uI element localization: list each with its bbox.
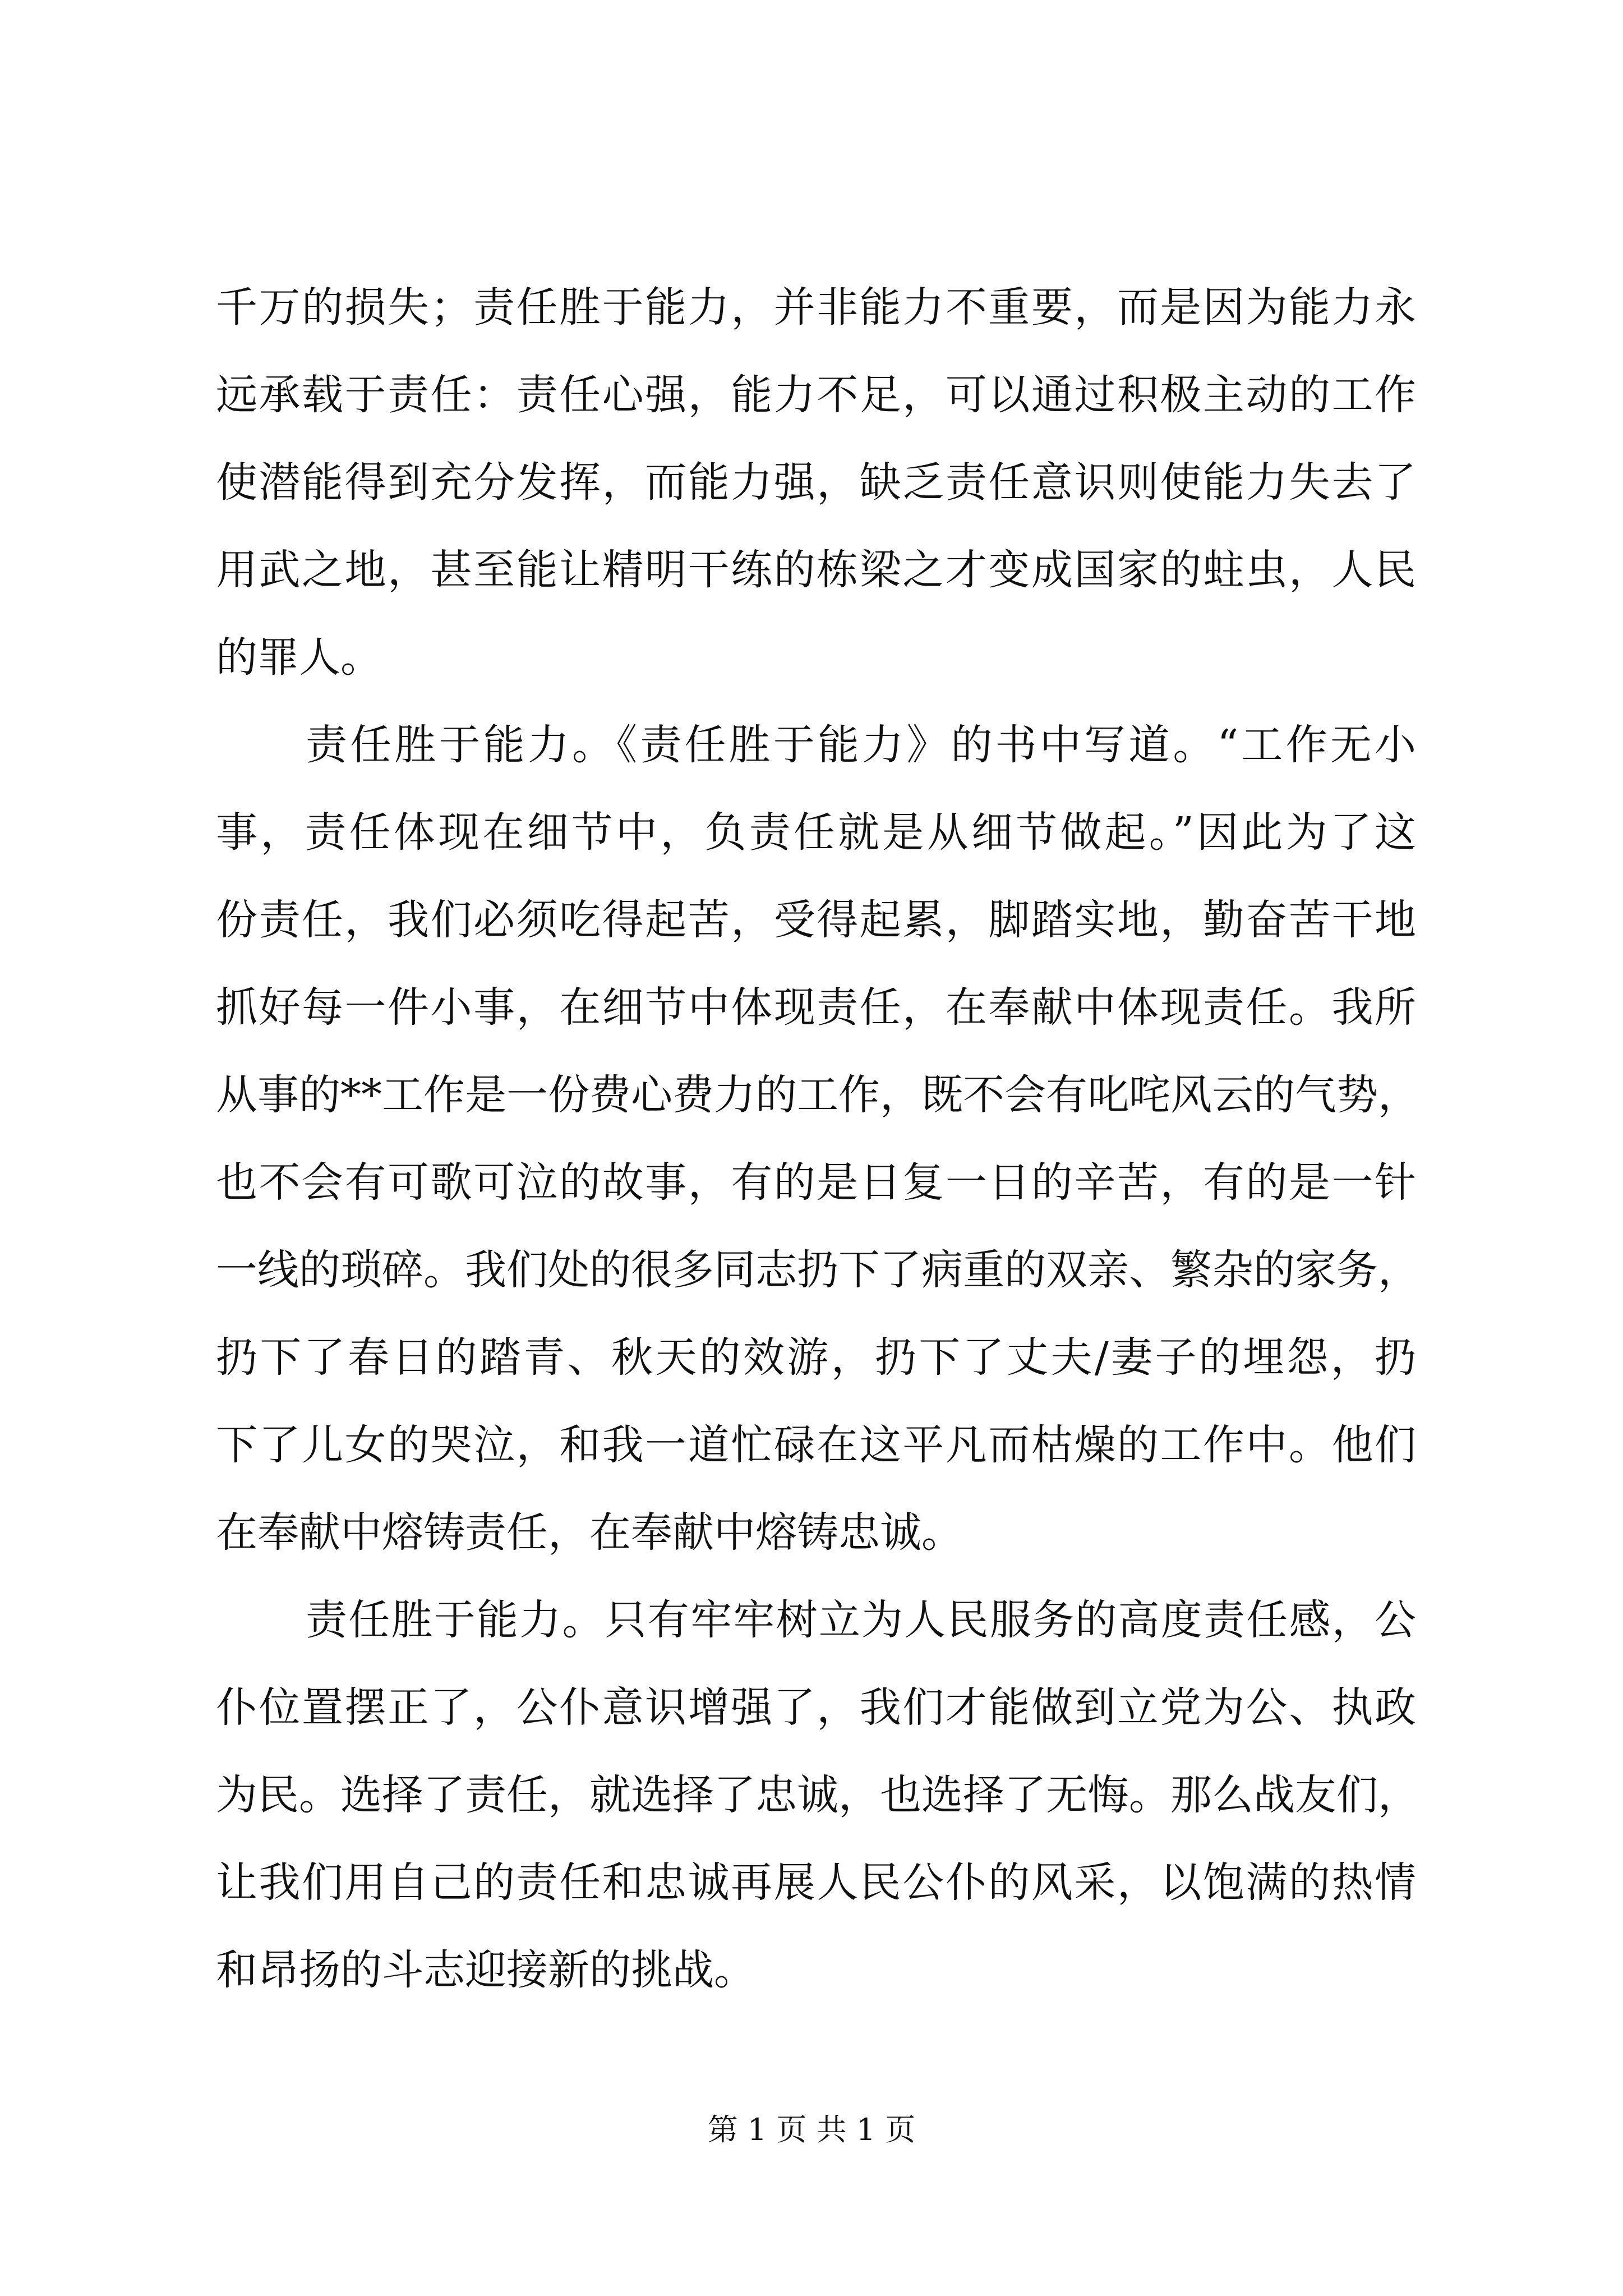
paragraph-last-line: 的罪人。 <box>216 633 382 682</box>
text-line: 抓好每一件小事，在细节中体现责任，在奉献中体现责任。我所 <box>216 983 1416 1032</box>
text-line: 下了儿女的哭泣，和我一道忙碌在这平凡而枯燥的工作中。他们 <box>216 1421 1416 1469</box>
text-line: 从事的**工作是一份费心费力的工作，既不会有叱咤风云的气势， <box>216 1071 1419 1119</box>
text-line: 远承载于责任：责任心强，能力不足，可以通过积极主动的工作 <box>216 371 1416 419</box>
paragraph-first-line: 责任胜于能力。只有牢牢树立为人民服务的高度责任感，公 <box>306 1596 1416 1644</box>
text-line: 为民。选择了责任，就选择了忠诚，也选择了无悔。那么战友们， <box>216 1771 1419 1819</box>
document-body <box>216 264 1419 2014</box>
text-line: 使潜能得到充分发挥，而能力强，缺乏责任意识则使能力失去了 <box>216 458 1416 507</box>
text-line: 也不会有可歌可泣的故事，有的是日复一日的辛苦，有的是一针 <box>216 1158 1416 1207</box>
paragraph-first-line: 责任胜于能力。《责任胜于能力》的书中写道。“工作无小 <box>306 721 1416 769</box>
paragraph-last-line: 和昂扬的斗志迎接新的挑战。 <box>216 1946 755 1994</box>
text-line: 份责任，我们必须吃得起苦，受得起累，脚踏实地，勤奋苦干地 <box>216 896 1416 944</box>
text-line: 千万的损失；责任胜于能力，并非能力不重要，而是因为能力永 <box>216 283 1416 332</box>
page-number-footer: 第 1 页 共 1 页 <box>707 2112 916 2147</box>
text-line: 仆位置摆正了，公仆意识增强了，我们才能做到立党为公、执政 <box>216 1683 1416 1732</box>
text-line: 让我们用自己的责任和忠诚再展人民公仆的风采，以饱满的热情 <box>216 1858 1416 1907</box>
text-line: 一线的琐碎。我们处的很多同志扔下了病重的双亲、繁杂的家务， <box>216 1246 1419 1294</box>
text-line: 事，责任体现在细节中，负责任就是从细节做起。”因此为了这 <box>216 808 1416 857</box>
paragraph-last-line: 在奉献中熔铸责任，在奉献中熔铸忠诚。 <box>216 1508 963 1557</box>
text-line: 扔下了春日的踏青、秋天的效游，扔下了丈夫/妻子的埋怨，扔 <box>216 1333 1416 1382</box>
text-line: 用武之地，甚至能让精明干练的栋梁之才变成国家的蛀虫，人民 <box>216 546 1416 594</box>
